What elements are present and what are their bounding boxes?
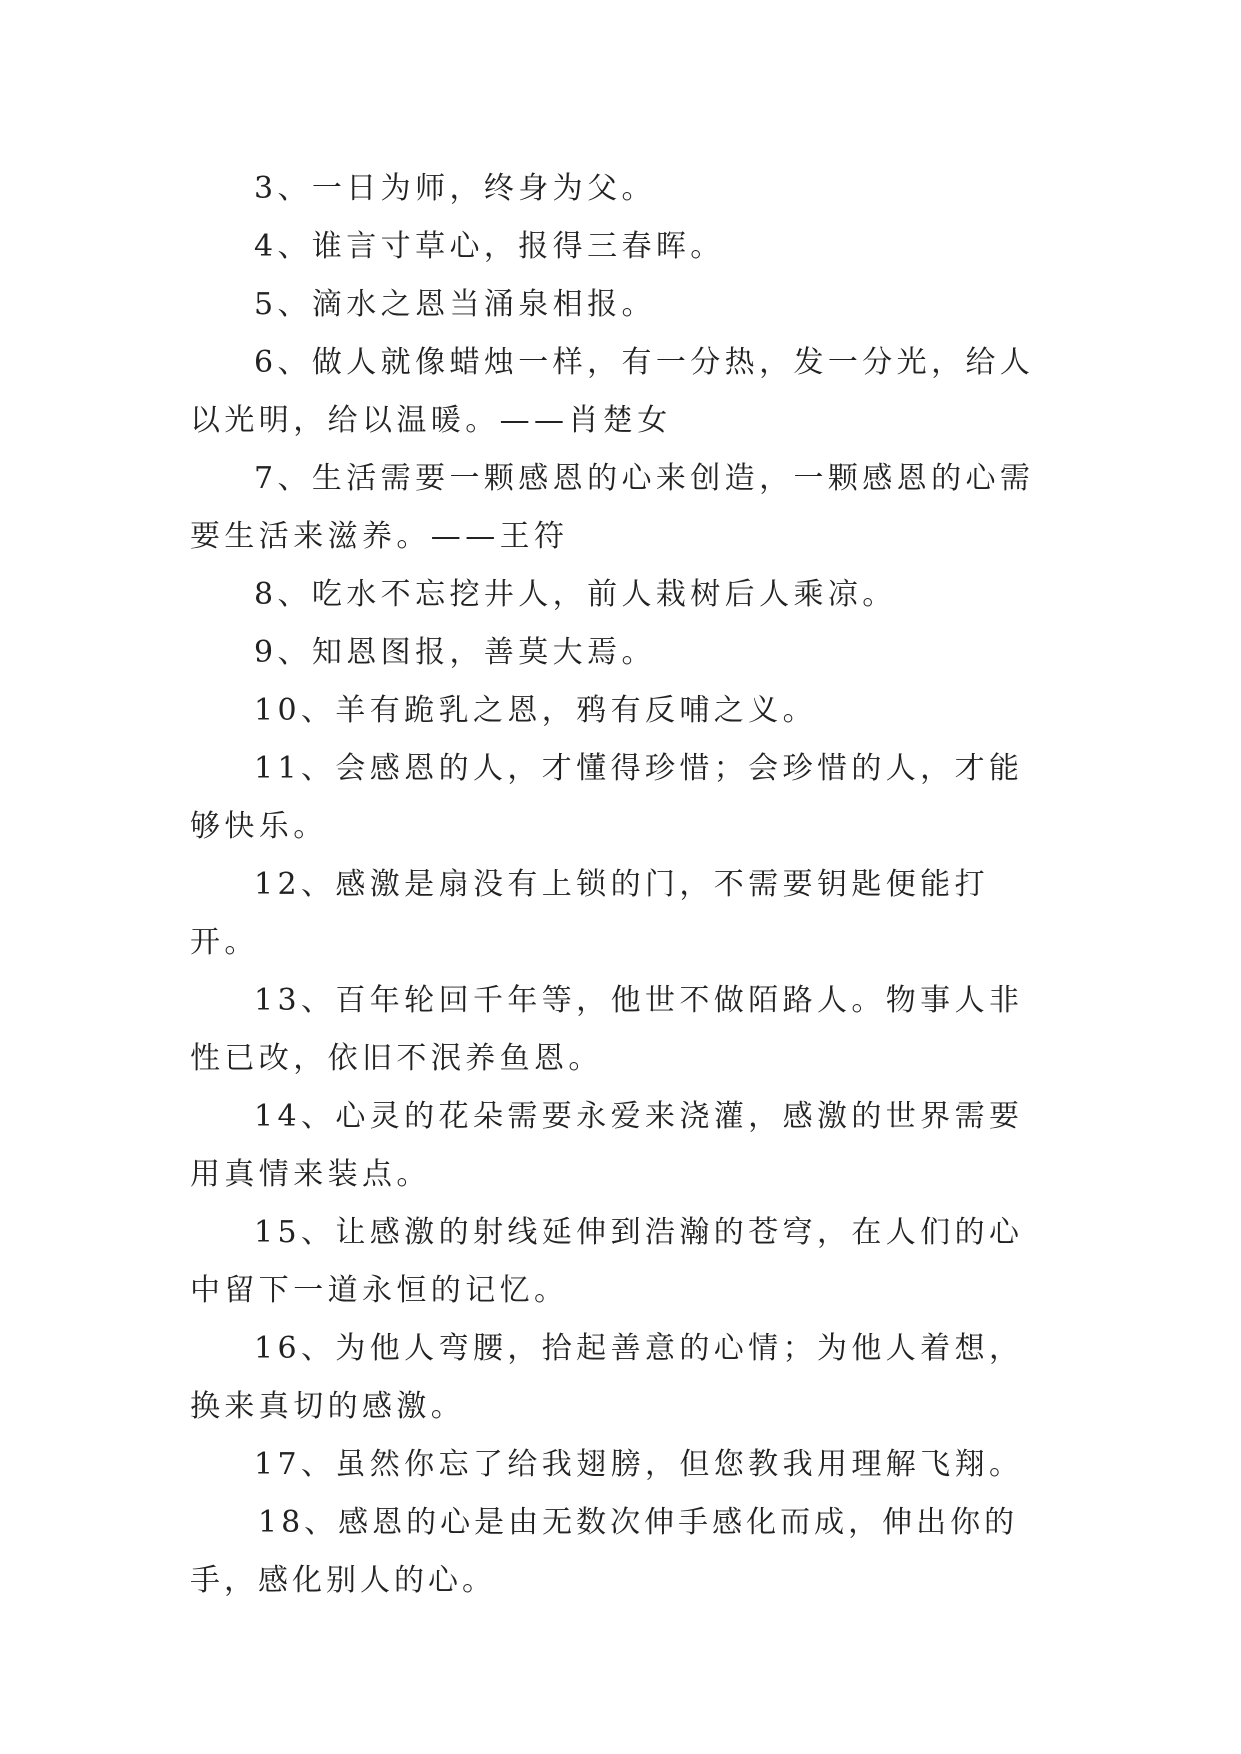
document-body (190, 160, 1050, 1610)
paragraph-15: 15、让感激的射线延伸到浩瀚的苍穹，在人们的心中留下一道永恒的记忆。 (190, 1215, 1024, 1308)
paragraph-16: 16、为他人弯腰，拾起善意的心情；为他人着想，换来真切的感激。 (190, 1331, 1024, 1424)
paragraph-8: 8、吃水不忘挖井人，前人栽树后人乘凉。 (254, 577, 897, 612)
paragraph-5: 5、滴水之恩当涌泉相报。 (254, 287, 656, 322)
paragraph-6: 6、做人就像蜡烛一样，有一分热，发一分光，给人以光明，给以温暖。——肖楚女 (190, 345, 1035, 438)
paragraph-4: 4、谁言寸草心，报得三春晖。 (254, 229, 725, 264)
paragraph-11: 11、会感恩的人，才懂得珍惜；会珍惜的人，才能够快乐。 (190, 751, 1024, 844)
paragraph-10: 10、羊有跪乳之恩，鸦有反哺之义。 (254, 693, 817, 728)
paragraph-18: 18、感恩的心是由无数次伸手感化而成，伸出你的手，感化别人的心。 (190, 1505, 1019, 1598)
paragraph-9: 9、知恩图报，善莫大焉。 (254, 635, 656, 670)
paragraph-14: 14、心灵的花朵需要永爱来浇灌，感激的世界需要用真情来装点。 (190, 1099, 1024, 1192)
paragraph-12: 12、感激是扇没有上锁的门，不需要钥匙便能打开。 (190, 867, 989, 960)
paragraph-7: 7、生活需要一颗感恩的心来创造，一颗感恩的心需要生活来滋养。——王符 (190, 461, 1035, 554)
paragraph-3: 3、一日为师，终身为父。 (254, 171, 656, 206)
paragraph-13: 13、百年轮回千年等，他世不做陌路人。物事人非性已改，依旧不泯养鱼恩。 (190, 983, 1024, 1076)
paragraph-17: 17、虽然你忘了给我翅膀，但您教我用理解飞翔。 (254, 1447, 1024, 1482)
